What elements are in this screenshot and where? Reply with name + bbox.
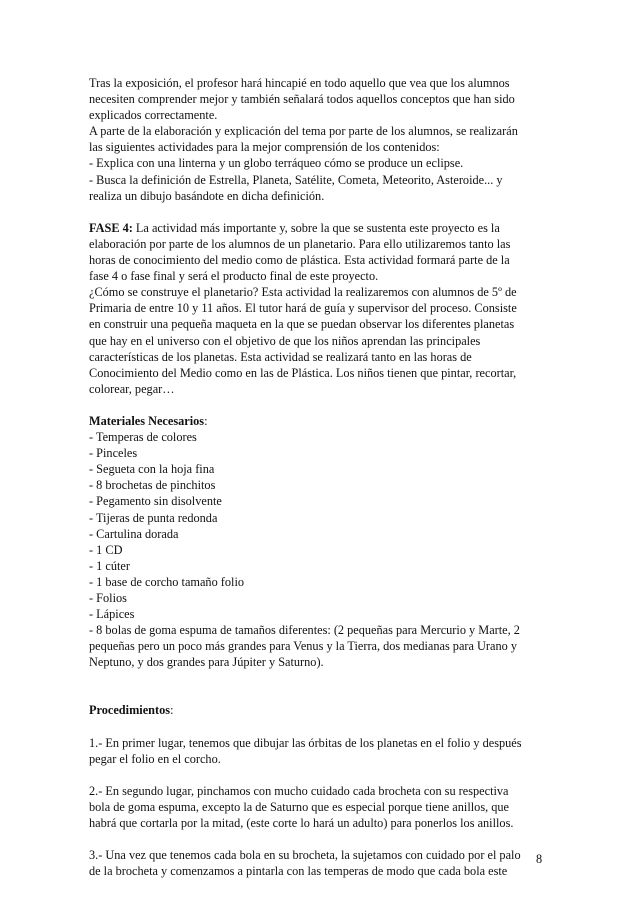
list-item: - 1 base de corcho tamaño folio bbox=[89, 574, 245, 589]
text-line: realiza un dibujo basándote en dicha definición. bbox=[89, 188, 325, 203]
list-item: pequeñas pero un poco más grandes para Venus y la Tierra, dos medianas para Urano y bbox=[89, 639, 517, 654]
text-line: Primaria de entre 10 y 11 años. El tutor hará de guía y supervisor del proceso. Consiste bbox=[89, 301, 517, 316]
list-item: - 1 CD bbox=[89, 542, 123, 557]
page-number: 8 bbox=[536, 852, 543, 866]
intro-paragraph bbox=[89, 75, 551, 204]
list-item: - Temperas de colores bbox=[89, 430, 197, 445]
text-line bbox=[89, 220, 551, 236]
fase4-first-line: La actividad más importante y, sobre la que se sustenta este proyecto es la bbox=[132, 220, 500, 235]
list-item: - 1 cúter bbox=[89, 558, 130, 573]
list-item: - Segueta con la hoja fina bbox=[89, 462, 215, 477]
text-line: Conocimiento del Medio como en las de Plástica. Los niños tienen que pintar, recortar, bbox=[89, 365, 517, 380]
fase4-label: FASE 4: bbox=[89, 220, 133, 235]
text-line: bola de goma espuma, excepto la de Saturno que es especial porque tiene anillos, que bbox=[89, 800, 510, 815]
text-line: explicados correctamente. bbox=[89, 108, 218, 123]
text-line: 3.- Una vez que tenemos cada bola en su brocheta, la sujetamos con cuidado por el palo bbox=[89, 848, 521, 863]
list-item: - 8 brochetas de pinchitos bbox=[89, 478, 216, 493]
materiales-heading: Materiales Necesarios: bbox=[89, 413, 208, 428]
text-line: colorear, pegar… bbox=[89, 381, 175, 396]
text-line: ¿Cómo se construye el planetario? Esta actividad la realizaremos con alumnos de 5º de bbox=[89, 285, 517, 300]
text-line: necesiten comprender mejor y también señalará todos aquellos conceptos que han sido bbox=[89, 92, 515, 107]
list-item: - Tijeras de punta redonda bbox=[89, 510, 218, 525]
list-item: - Pinceles bbox=[89, 446, 138, 461]
text-line: las siguientes actividades para la mejor comprensión de los contenidos: bbox=[89, 140, 440, 155]
list-item: - Lápices bbox=[89, 607, 135, 622]
text-line: de la brocheta y comenzamos a pintarla con las temperas de modo que cada bola este bbox=[89, 864, 508, 879]
list-item: - Pegamento sin disolvente bbox=[89, 494, 222, 509]
text-line: Tras la exposición, el profesor hará hincapié en todo aquello que vea que los alumnos bbox=[89, 76, 510, 90]
text-line: habrá que cortarla por la mitad, (este corte lo hará un adulto) para ponerlos los anillos. bbox=[89, 816, 514, 831]
text-line: 2.- En segundo lugar, pinchamos con mucho cuidado cada brocheta con su respectiva bbox=[89, 783, 509, 798]
text-line: 1.- En primer lugar, tenemos que dibujar las órbitas de los planetas en el folio y después bbox=[89, 735, 522, 750]
document-page bbox=[89, 75, 551, 880]
procedimientos-heading: Procedimientos: bbox=[89, 703, 174, 718]
text-line: elaboración por parte de los alumnos de un planetario. Para ello utilizaremos tanto las bbox=[89, 236, 511, 251]
text-line: pegar el folio en el corcho. bbox=[89, 751, 221, 766]
text-line: A parte de la elaboración y explicación del tema por parte de los alumnos, se realizarán bbox=[89, 124, 518, 139]
text-line: - Explica con una linterna y un globo terráqueo cómo se produce un eclipse. bbox=[89, 156, 464, 171]
fase4-paragraph bbox=[89, 220, 551, 397]
text-line: en construir una pequeña maqueta en la que se puedan observar los diferentes planetas bbox=[89, 317, 515, 332]
list-item: Neptuno, y dos grandes para Júpiter y Saturno). bbox=[89, 655, 324, 670]
text-line: que hay en el universo con el objetivo de que los niños aprendan las principales bbox=[89, 333, 481, 348]
list-item: - Cartulina dorada bbox=[89, 526, 179, 541]
list-item: - Folios bbox=[89, 591, 127, 605]
materiales-section bbox=[89, 413, 551, 671]
list-item: - 8 bolas de goma espuma de tamaños diferentes: (2 pequeñas para Mercurio y Marte, 2 bbox=[89, 623, 520, 638]
text-line: características de los planetas. Esta actividad se realizará tanto en las horas de bbox=[89, 349, 472, 364]
text-line: - Busca la definición de Estrella, Planeta, Satélite, Cometa, Meteorito, Asteroide... y bbox=[89, 172, 503, 187]
procedimientos-section bbox=[89, 702, 551, 879]
text-line: horas de conocimiento del medio como de plástica. Esta actividad formará parte de la bbox=[89, 253, 510, 268]
text-line: fase 4 o fase final y será el producto final de este proyecto. bbox=[89, 269, 379, 284]
